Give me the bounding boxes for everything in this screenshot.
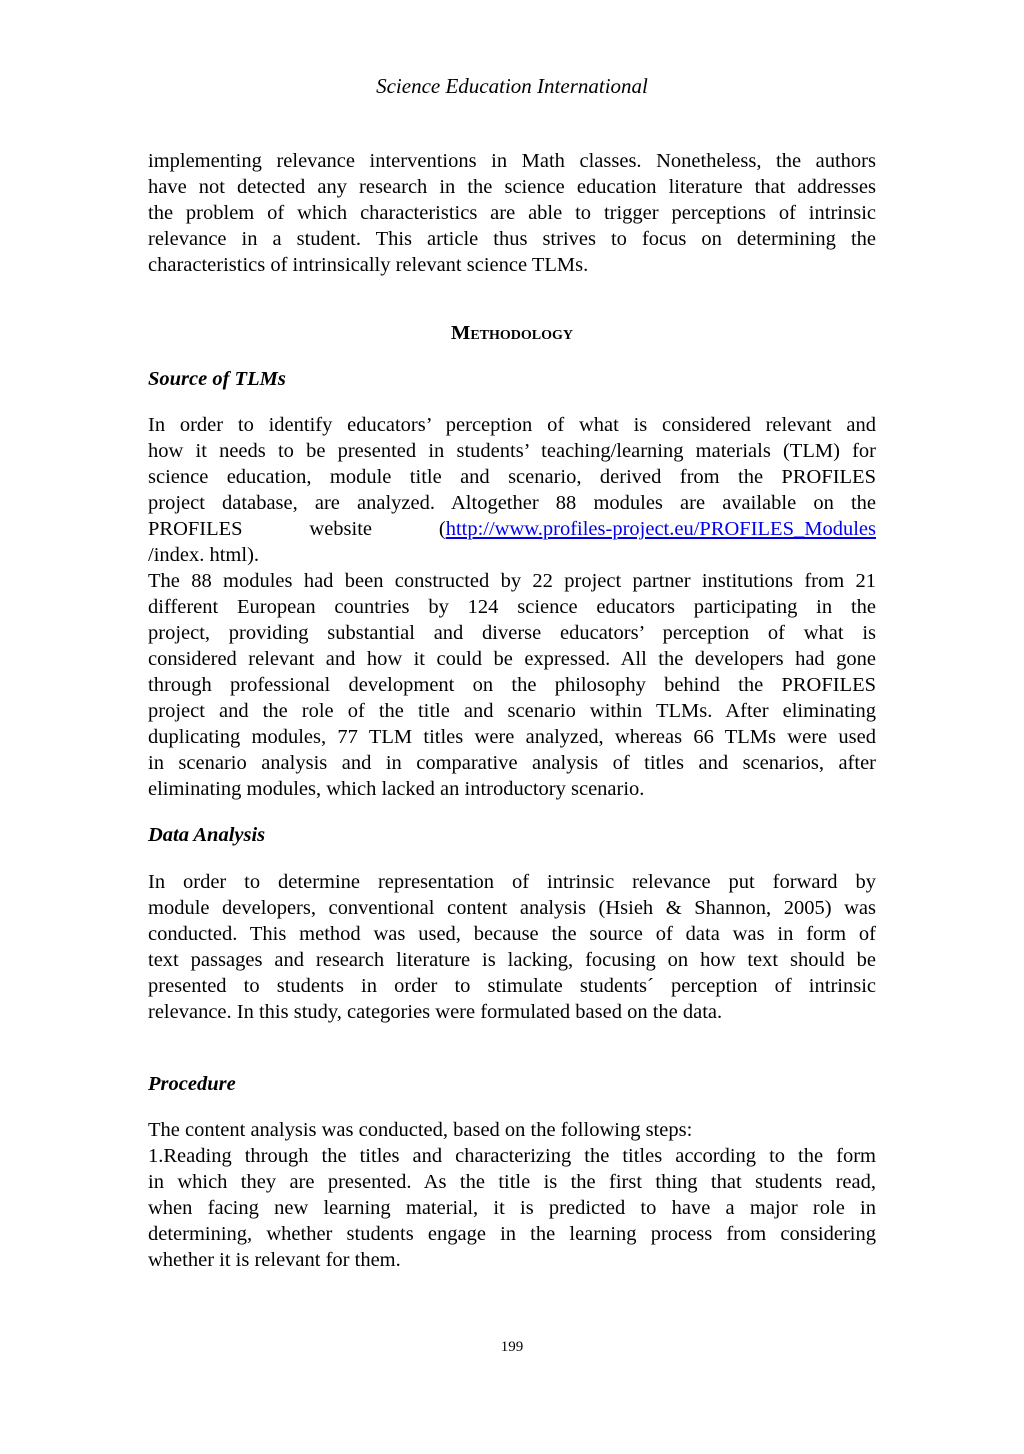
text-line: science education, module title and scenario, derived from the PROFILES <box>148 466 876 488</box>
text-line: determining, whether students engage in the learning process from considering <box>148 1223 876 1245</box>
text-line: project and the role of the title and scenario within TLMs. After eliminating <box>148 700 876 722</box>
subheading-procedure: Procedure <box>148 1073 236 1095</box>
text-line: project, providing substantial and diverse educators’ perception of what is <box>148 622 876 644</box>
text-line: duplicating modules, 77 TLM titles were analyzed, whereas 66 TLMs were used <box>148 726 876 748</box>
text-word: PROFILES <box>148 518 243 540</box>
subheading-data-analysis: Data Analysis <box>148 824 266 846</box>
text-line: implementing relevance interventions in Math classes. Nonetheless, the authors <box>148 150 876 172</box>
text-line: In order to identify educators’ perception of what is considered relevant and <box>148 414 876 436</box>
url-wrapper <box>439 516 876 542</box>
text-line: how it needs to be presented in students’ teaching/learning materials (TLM) for <box>148 440 876 462</box>
procedure-paragraph <box>148 1117 876 1273</box>
intro-paragraph <box>148 148 876 278</box>
text-line: have not detected any research in the science education literature that addresses <box>148 176 876 198</box>
text-line: when facing new learning material, it is predicted to have a major role in <box>148 1197 876 1219</box>
text-line: different European countries by 124 science educators participating in the <box>148 596 876 618</box>
website-line <box>148 516 876 542</box>
text-line: eliminating modules, which lacked an introductory scenario. <box>148 778 645 800</box>
text-line: /index. html). <box>148 544 260 566</box>
source-paragraph-2 <box>148 568 876 802</box>
text-line: characteristics of intrinsically relevant science TLMs. <box>148 254 589 276</box>
methodology-heading: Methodology <box>450 322 574 344</box>
text-line: project database, are analyzed. Altogether 88 modules are available on the <box>148 492 876 514</box>
text-line: 1.Reading through the titles and characterizing the titles according to the form <box>148 1145 876 1167</box>
text-word: website <box>309 518 373 540</box>
text-line: conducted. This method was used, because the source of data was in form of <box>148 923 876 945</box>
text-line: text passages and research literature is lacking, focusing on how text should be <box>148 949 876 971</box>
text-line: module developers, conventional content analysis (Hsieh & Shannon, 2005) was <box>148 897 876 919</box>
text-line: considered relevant and how it could be expressed. All the developers had gone <box>148 648 876 670</box>
text-line: The content analysis was conducted, based on the following steps: <box>148 1119 693 1141</box>
text-line: through professional development on the philosophy behind the PROFILES <box>148 674 876 696</box>
text-line: The 88 modules had been constructed by 22 project partner institutions from 21 <box>148 570 876 592</box>
journal-running-header: Science Education International <box>376 74 648 98</box>
text-line: relevance. In this study, categories were formulated based on the data. <box>148 1001 723 1023</box>
page-number: 199 <box>500 1339 524 1355</box>
text-line: the problem of which characteristics are able to trigger perceptions of intrinsic <box>148 202 876 224</box>
text-line: In order to determine representation of intrinsic relevance put forward by <box>148 871 876 893</box>
profiles-modules-link[interactable]: http://www.profiles-project.eu/PROFILES_Modules <box>445 518 876 540</box>
text-line: in which they are presented. As the title is the first thing that students read, <box>148 1171 876 1193</box>
text-line: relevance in a student. This article thus strives to focus on determining the <box>148 228 876 250</box>
open-paren: ( <box>438 518 446 540</box>
text-line: whether it is relevant for them. <box>148 1249 401 1271</box>
source-paragraph <box>148 412 876 568</box>
subheading-source-of-tlms: Source of TLMs <box>148 368 286 390</box>
text-line: in scenario analysis and in comparative analysis of titles and scenarios, after <box>148 752 876 774</box>
text-line: presented to students in order to stimulate students´ perception of intrinsic <box>148 975 876 997</box>
data-analysis-paragraph <box>148 869 876 1025</box>
